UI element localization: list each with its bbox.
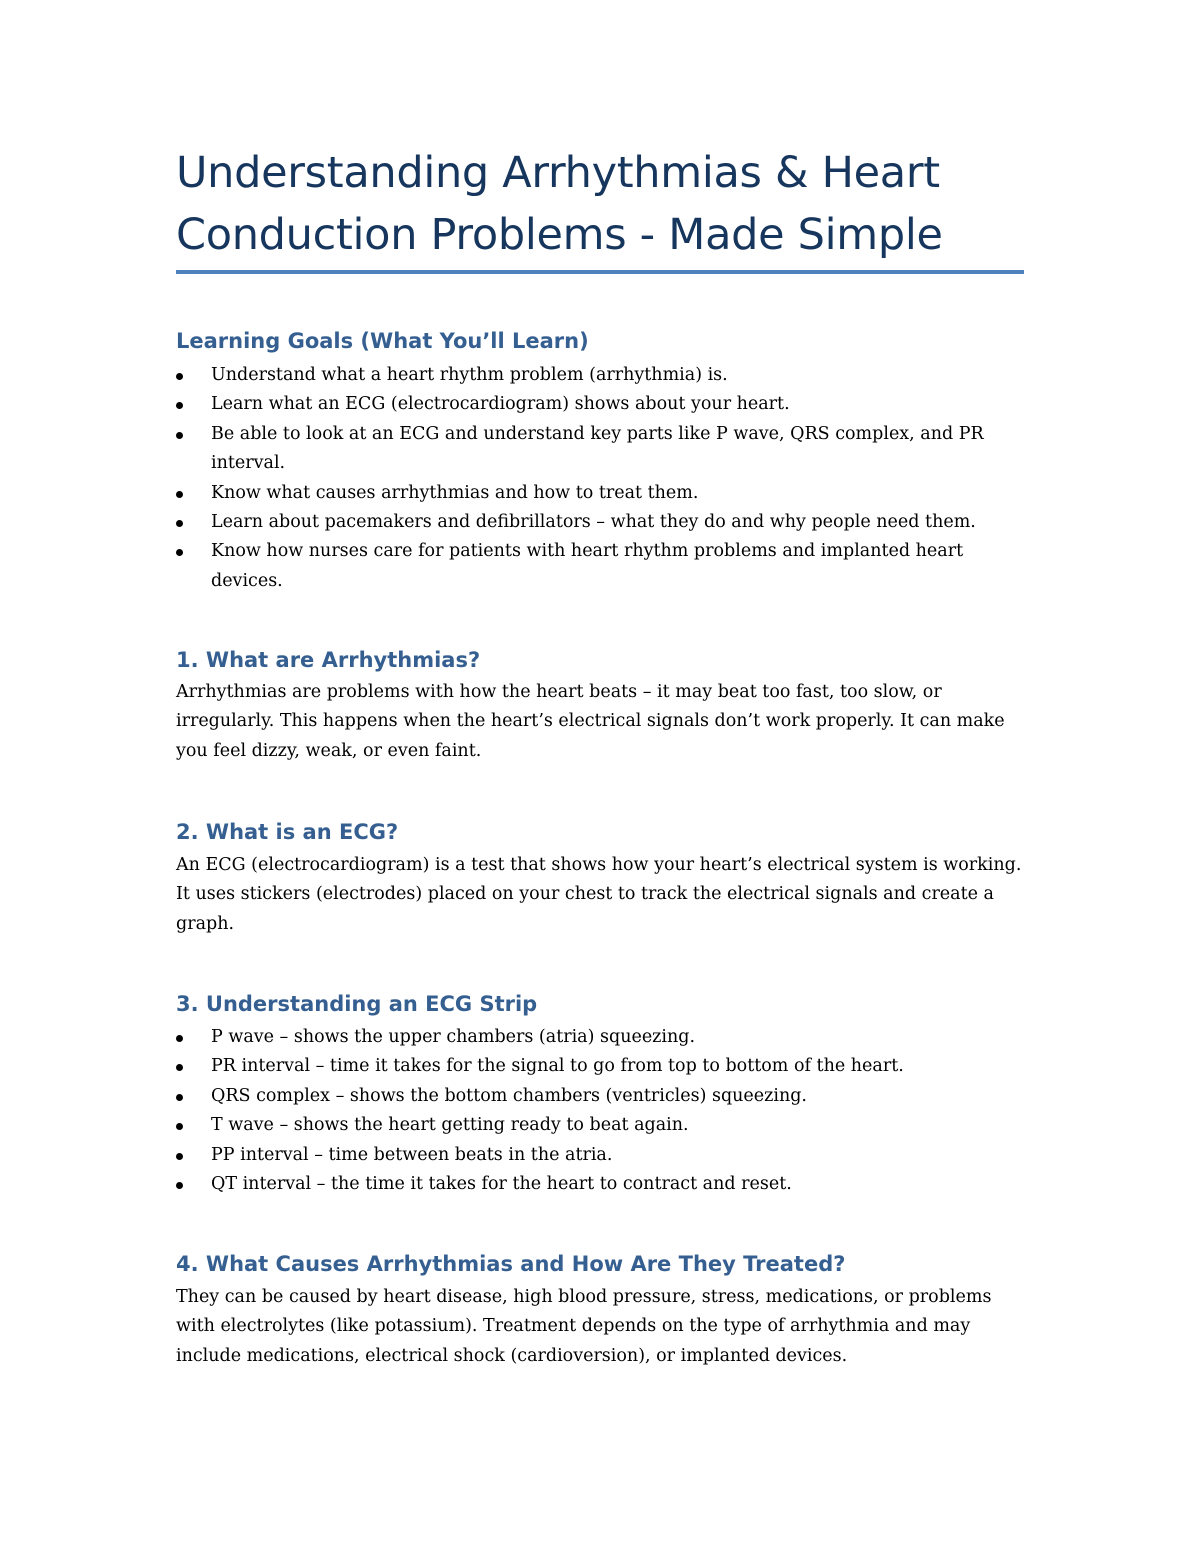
document-title: Understanding Arrhythmias & Heart Conduction Problems - Made Simple xyxy=(176,148,943,260)
list-item: Know what causes arrhythmias and how to treat them. xyxy=(176,479,1026,508)
ecg-strip-list xyxy=(176,1023,1026,1199)
bullet-icon xyxy=(176,1123,183,1130)
bullet-icon xyxy=(176,1182,183,1189)
bullet-icon xyxy=(176,491,183,498)
bullet-icon xyxy=(176,549,183,556)
bullet-icon xyxy=(176,1064,183,1071)
title-underline xyxy=(176,270,1024,274)
section-1-heading: 1. What are Arrhythmias? xyxy=(176,648,481,672)
list-item: Learn what an ECG (electrocardiogram) shows about your heart. xyxy=(176,390,1026,419)
section-2-text: An ECG (electrocardiogram) is a test that shows how your heart’s electrical system is working. It uses stickers (electrodes) placed on your chest to track the electrical signals and create a graph. xyxy=(176,855,1022,934)
section-3-heading: 3. Understanding an ECG Strip xyxy=(176,992,538,1016)
section-4-heading: 4. What Causes Arrhythmias and How Are They Treated? xyxy=(176,1252,846,1276)
list-item: Know how nurses care for patients with heart rhythm problems and implanted heart devices. xyxy=(176,537,1026,596)
section-1-text: Arrhythmias are problems with how the heart beats – it may beat too fast, too slow, or irregularly. This happens when the heart’s electrical signals don’t work properly. It can make you feel dizzy, weak, or even faint. xyxy=(176,682,1005,761)
list-item: PP interval – time between beats in the atria. xyxy=(176,1141,1026,1170)
list-item: QT interval – the time it takes for the heart to contract and reset. xyxy=(176,1170,1026,1199)
list-item: Learn about pacemakers and defibrillators – what they do and why people need them. xyxy=(176,508,1026,537)
section-4-text: They can be caused by heart disease, high blood pressure, stress, medications, or problems with electrolytes (like potassium). Treatment depends on the type of arrhythmia and may include medications, electrical shock (cardioversion), or implanted devices. xyxy=(176,1287,992,1366)
learning-goals-heading: Learning Goals (What You’ll Learn) xyxy=(176,329,589,353)
bullet-icon xyxy=(176,520,183,527)
list-item: PR interval – time it takes for the signal to go from top to bottom of the heart. xyxy=(176,1052,1026,1081)
list-item: Be able to look at an ECG and understand key parts like P wave, QRS complex, and PR interval. xyxy=(176,420,1026,479)
list-item: T wave – shows the heart getting ready to beat again. xyxy=(176,1111,1026,1140)
bullet-icon xyxy=(176,373,183,380)
list-item: P wave – shows the upper chambers (atria) squeezing. xyxy=(176,1023,1026,1052)
bullet-icon xyxy=(176,1035,183,1042)
section-2-heading: 2. What is an ECG? xyxy=(176,820,399,844)
learning-goals-list xyxy=(176,361,1026,596)
bullet-icon xyxy=(176,402,183,409)
bullet-icon xyxy=(176,1094,183,1101)
list-item: QRS complex – shows the bottom chambers (ventricles) squeezing. xyxy=(176,1082,1026,1111)
bullet-icon xyxy=(176,1153,183,1160)
list-item: Understand what a heart rhythm problem (arrhythmia) is. xyxy=(176,361,1026,390)
bullet-icon xyxy=(176,432,183,439)
